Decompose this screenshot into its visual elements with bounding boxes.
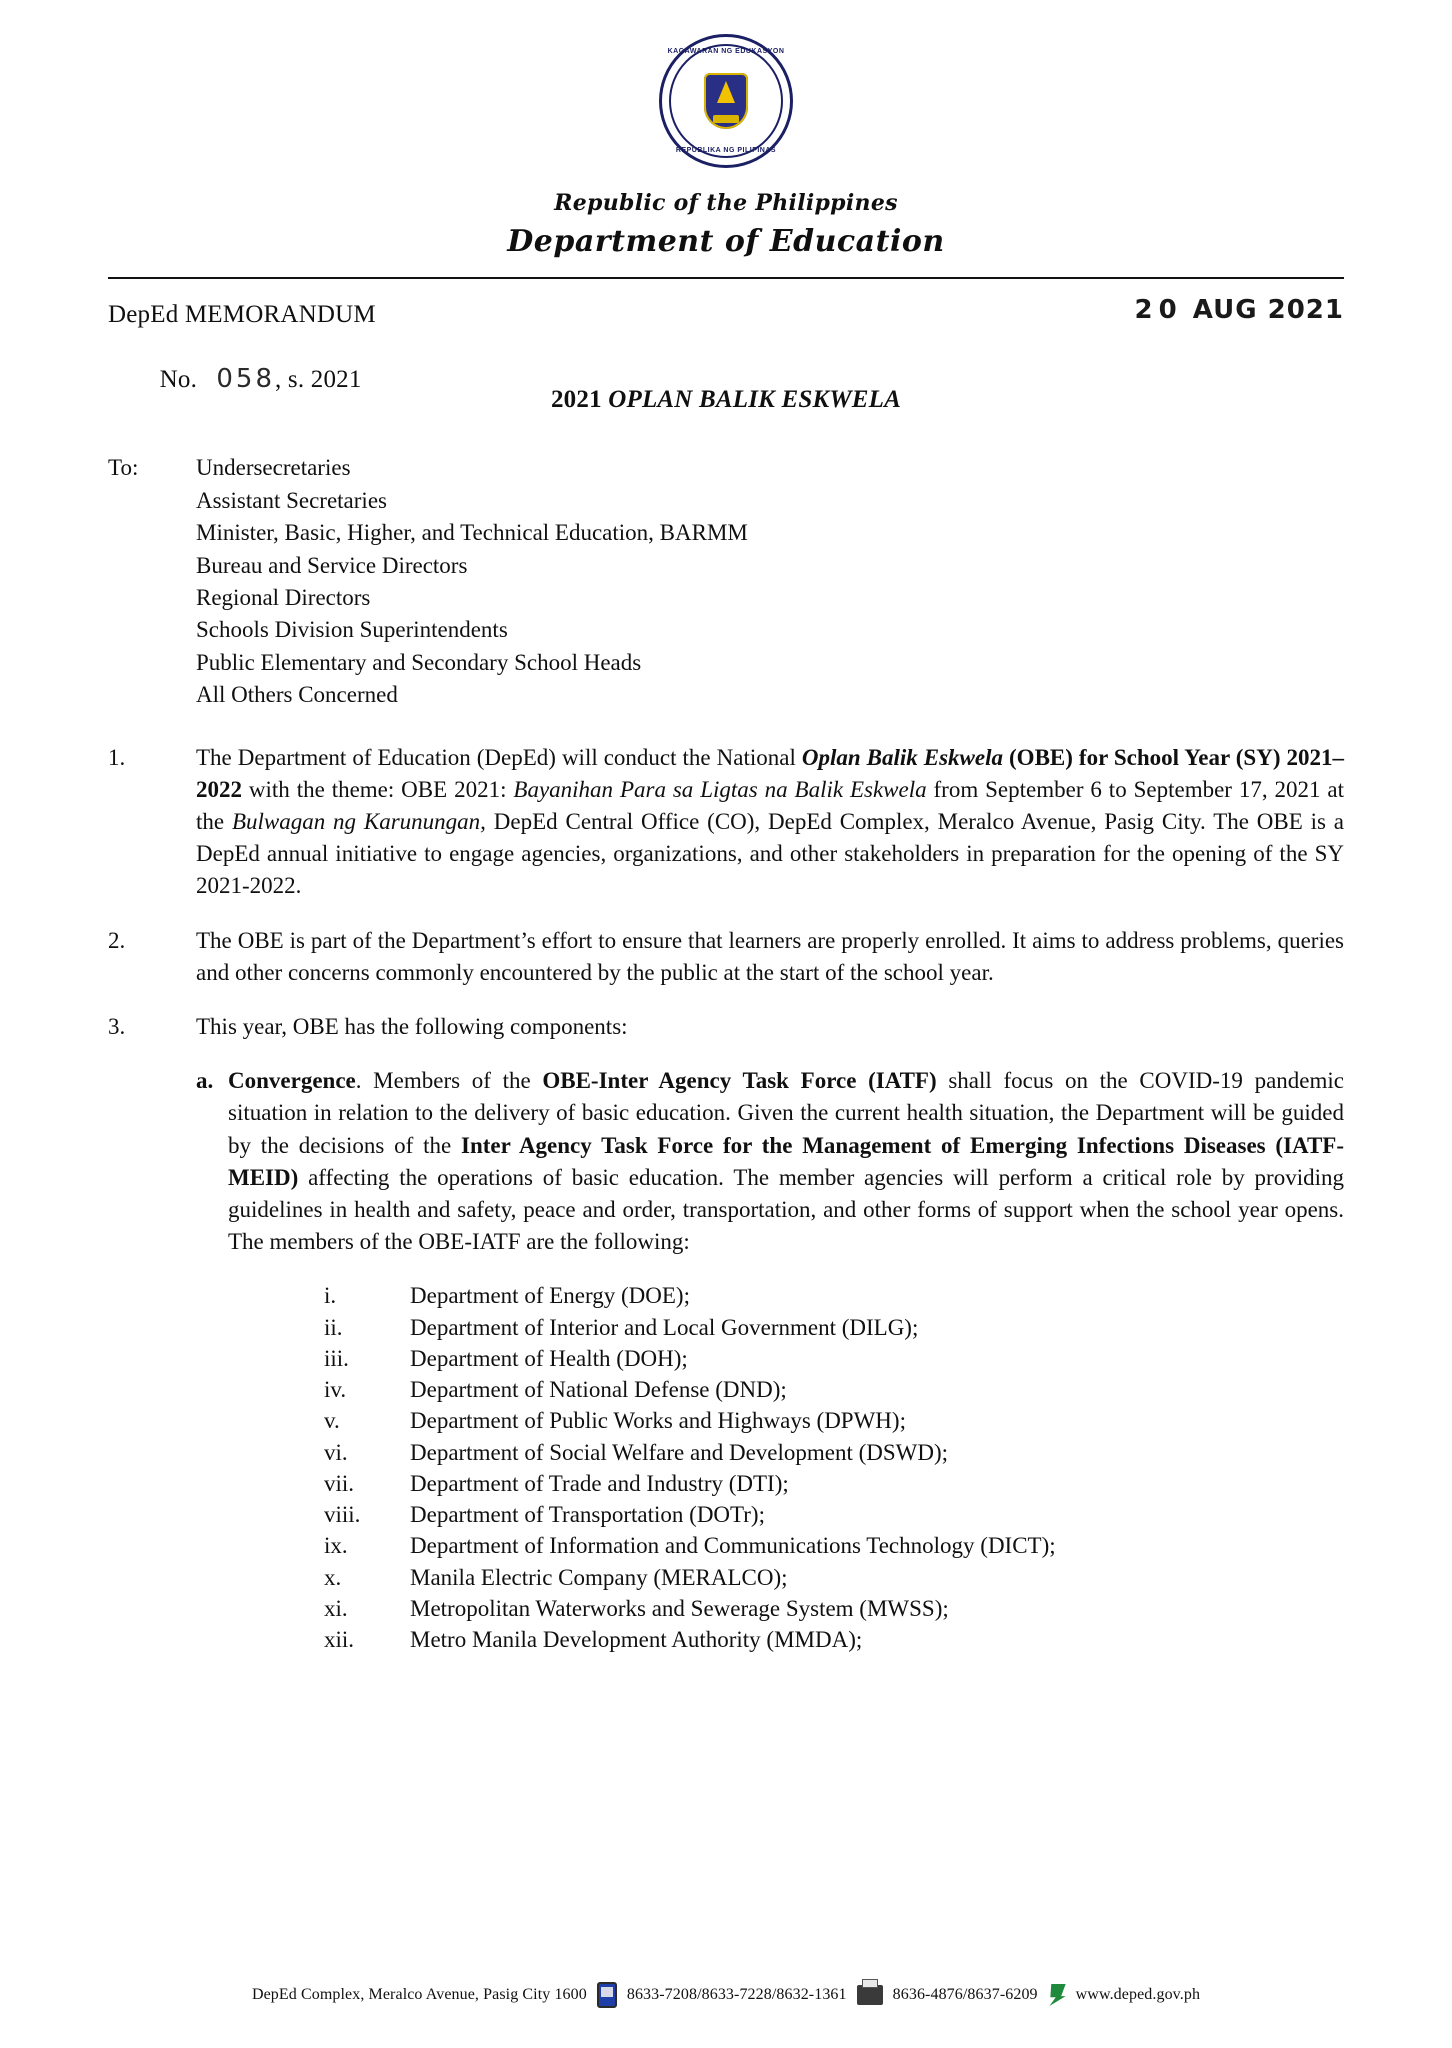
agency-name: Department of National Defense (DND);	[410, 1377, 787, 1403]
agency-list-item	[324, 1624, 1344, 1655]
memo-title-text: OPLAN BALIK ESKWELA	[608, 386, 901, 414]
agency-list-item	[324, 1374, 1344, 1405]
agency-name: Metropolitan Waterworks and Sewerage System (MWSS);	[410, 1595, 949, 1621]
memo-number-value: 058	[216, 364, 276, 394]
agency-name: Department of Trade and Industry (DTI);	[410, 1470, 789, 1496]
footer-address: DepEd Complex, Meralco Avenue, Pasig City 1600	[251, 1986, 587, 2003]
memo-header-block	[108, 295, 1344, 414]
agency-list-item	[324, 1437, 1344, 1468]
agency-name: Metro Manila Development Authority (MMDA);	[410, 1627, 863, 1653]
agency-name: Department of Interior and Local Government (DILG);	[410, 1314, 919, 1340]
deped-seal	[659, 34, 793, 168]
footer-fax: 8636-4876/8637-6209	[892, 1986, 1038, 2003]
globe-leaf-icon	[1048, 1984, 1066, 2006]
agency-numeral: v.	[324, 1408, 340, 1434]
fax-machine-icon	[857, 1985, 883, 2005]
agency-numeral: iii.	[324, 1345, 349, 1371]
republic-heading: Republic of the Philippines	[554, 190, 898, 216]
paragraph-text	[196, 742, 1344, 903]
text-run: Convergence	[228, 1068, 356, 1094]
memo-title-year: 2021	[550, 386, 609, 414]
text-run: Oplan Balik Eskwela	[801, 744, 1003, 770]
agency-numeral: ii.	[324, 1314, 343, 1340]
agency-numeral: x.	[324, 1564, 342, 1590]
agency-numeral: vii.	[324, 1470, 355, 1496]
date-stamp-month-year: AUG 2021	[1192, 295, 1344, 325]
memo-series: , s. 2021	[275, 366, 362, 393]
agency-list-item	[324, 1562, 1344, 1593]
paragraph-number: 3.	[108, 1013, 126, 1039]
component-item-convergence	[196, 1065, 1344, 1258]
footer-phone: 8633-7208/8633-7228/8632-1361	[626, 1986, 847, 2003]
agency-numeral: xi.	[324, 1595, 348, 1621]
recipient-line: Schools Division Superintendents	[196, 617, 508, 643]
text-run: Bulwagan ng Karunungan,	[231, 809, 486, 835]
numbered-paragraphs	[108, 742, 1344, 1044]
paragraph-number: 2.	[108, 927, 126, 953]
date-stamp-day: 20	[1134, 295, 1183, 325]
header-divider	[108, 277, 1344, 279]
recipient-line: Public Elementary and Secondary School Heads	[196, 649, 642, 675]
recipient-line: All Others Concerned	[196, 682, 398, 708]
text-run: . Members of the	[355, 1068, 543, 1094]
agency-name: Department of Energy (DOE);	[410, 1283, 690, 1309]
page-footer	[0, 1982, 1452, 2008]
agency-roman-list	[324, 1280, 1344, 1655]
deped-seal-container	[108, 0, 1344, 168]
text-run: with the theme: OBE 2021:	[242, 776, 514, 802]
text-run: from September 6 to September 17, 2021 at the	[196, 776, 1345, 835]
agency-list-item	[324, 1405, 1344, 1436]
paragraph-number: 1.	[108, 744, 126, 770]
to-label: To:	[108, 455, 139, 481]
recipient-list	[196, 452, 748, 711]
paragraph	[108, 925, 1344, 989]
agency-name: Manila Electric Company (MERALCO);	[410, 1564, 788, 1590]
memo-body	[108, 742, 1344, 1656]
to-block	[108, 452, 1344, 711]
agency-list-item	[324, 1593, 1344, 1624]
agency-name: Department of Transportation (DOTr);	[410, 1502, 765, 1528]
seal-top-text: KAGAWARAN NG EDUKASYON	[667, 48, 785, 55]
recipient-line: Undersecretaries	[196, 455, 351, 481]
text-run: DepEd Central Office (CO), DepEd Complex, Meralco Avenue, Pasig City. The OBE is a DepEd annual initiative to engage agencies, organizations, and other stakeholders in preparation for the opening of the SY 2021-2022.	[196, 809, 1344, 899]
paragraph	[108, 1011, 1344, 1043]
telephone-icon	[597, 1982, 617, 2008]
agency-numeral: xii.	[324, 1627, 355, 1653]
text-run: affecting the operations of basic education. The member agencies will perform a critical role by providing guidelines in health and safety, peace and order, transportation, and other forms of support when the school year opens. The members of the OBE-IATF are the following:	[228, 1164, 1344, 1255]
memo-label-line1: DepEd MEMORANDUM	[108, 301, 376, 328]
agency-list-item	[324, 1530, 1344, 1561]
text-run: shall focus on the COVID-19 pandemic situation in relation to the delivery of basic education. Given the current health situation, the Department will be guided by the decisions of the	[228, 1068, 1344, 1158]
agency-name: Department of Information and Communications Technology (DICT);	[410, 1533, 1056, 1559]
recipient-line: Bureau and Service Directors	[196, 552, 468, 578]
text-run: OBE-Inter Agency Task Force (IATF)	[542, 1068, 937, 1094]
component-item-text	[228, 1065, 1344, 1258]
text-run: (OBE) for School Year (SY) 2021–2022	[196, 744, 1344, 802]
agency-list-item	[324, 1468, 1344, 1499]
recipient-line: Regional Directors	[196, 584, 371, 610]
agency-name: Department of Social Welfare and Development (DSWD);	[410, 1439, 949, 1465]
agency-numeral: viii.	[324, 1502, 361, 1528]
agency-list-item	[324, 1499, 1344, 1530]
paragraph-text	[196, 925, 1344, 989]
agency-list-item	[324, 1312, 1344, 1343]
text-run: Inter Agency Task Force for the Management of Emerging Infections Diseases (IATF-MEID)	[228, 1132, 1344, 1190]
text-run: The OBE is part of the Department’s effort to ensure that learners are properly enrolled. It aims to address problems, queries and other concerns commonly encountered by the public at the start of the school year.	[196, 927, 1344, 985]
seal-emblem-icon	[704, 73, 748, 129]
recipient-line: Assistant Secretaries	[196, 487, 387, 513]
agency-name: Department of Public Works and Highways (DPWH);	[410, 1408, 906, 1434]
seal-bottom-text: REPUBLIKA NG PILIPINAS	[675, 147, 777, 154]
agency-numeral: iv.	[324, 1377, 347, 1403]
agency-numeral: i.	[324, 1283, 337, 1309]
agency-list-item	[324, 1343, 1344, 1374]
date-stamp	[1135, 295, 1344, 325]
text-run: Bayanihan Para sa Ligtas na Balik Eskwela	[513, 776, 927, 802]
text-run: The Department of Education (DepEd) will conduct the National	[196, 744, 802, 770]
paragraph	[108, 742, 1344, 903]
agency-list-item	[324, 1280, 1344, 1311]
text-run: This year, OBE has the following components:	[196, 1013, 628, 1039]
recipient-line: Minister, Basic, Higher, and Technical Education, BARMM	[196, 520, 748, 546]
component-item-label: a.	[196, 1068, 214, 1094]
agency-numeral: vi.	[324, 1439, 348, 1465]
memo-number-prefix: No.	[159, 366, 198, 393]
department-heading: Department of Education	[507, 224, 945, 259]
agency-numeral: ix.	[324, 1533, 348, 1559]
footer-website[interactable]: www.deped.gov.ph	[1075, 1986, 1201, 2003]
paragraph-text	[196, 1011, 1344, 1043]
agency-name: Department of Health (DOH);	[410, 1345, 688, 1371]
